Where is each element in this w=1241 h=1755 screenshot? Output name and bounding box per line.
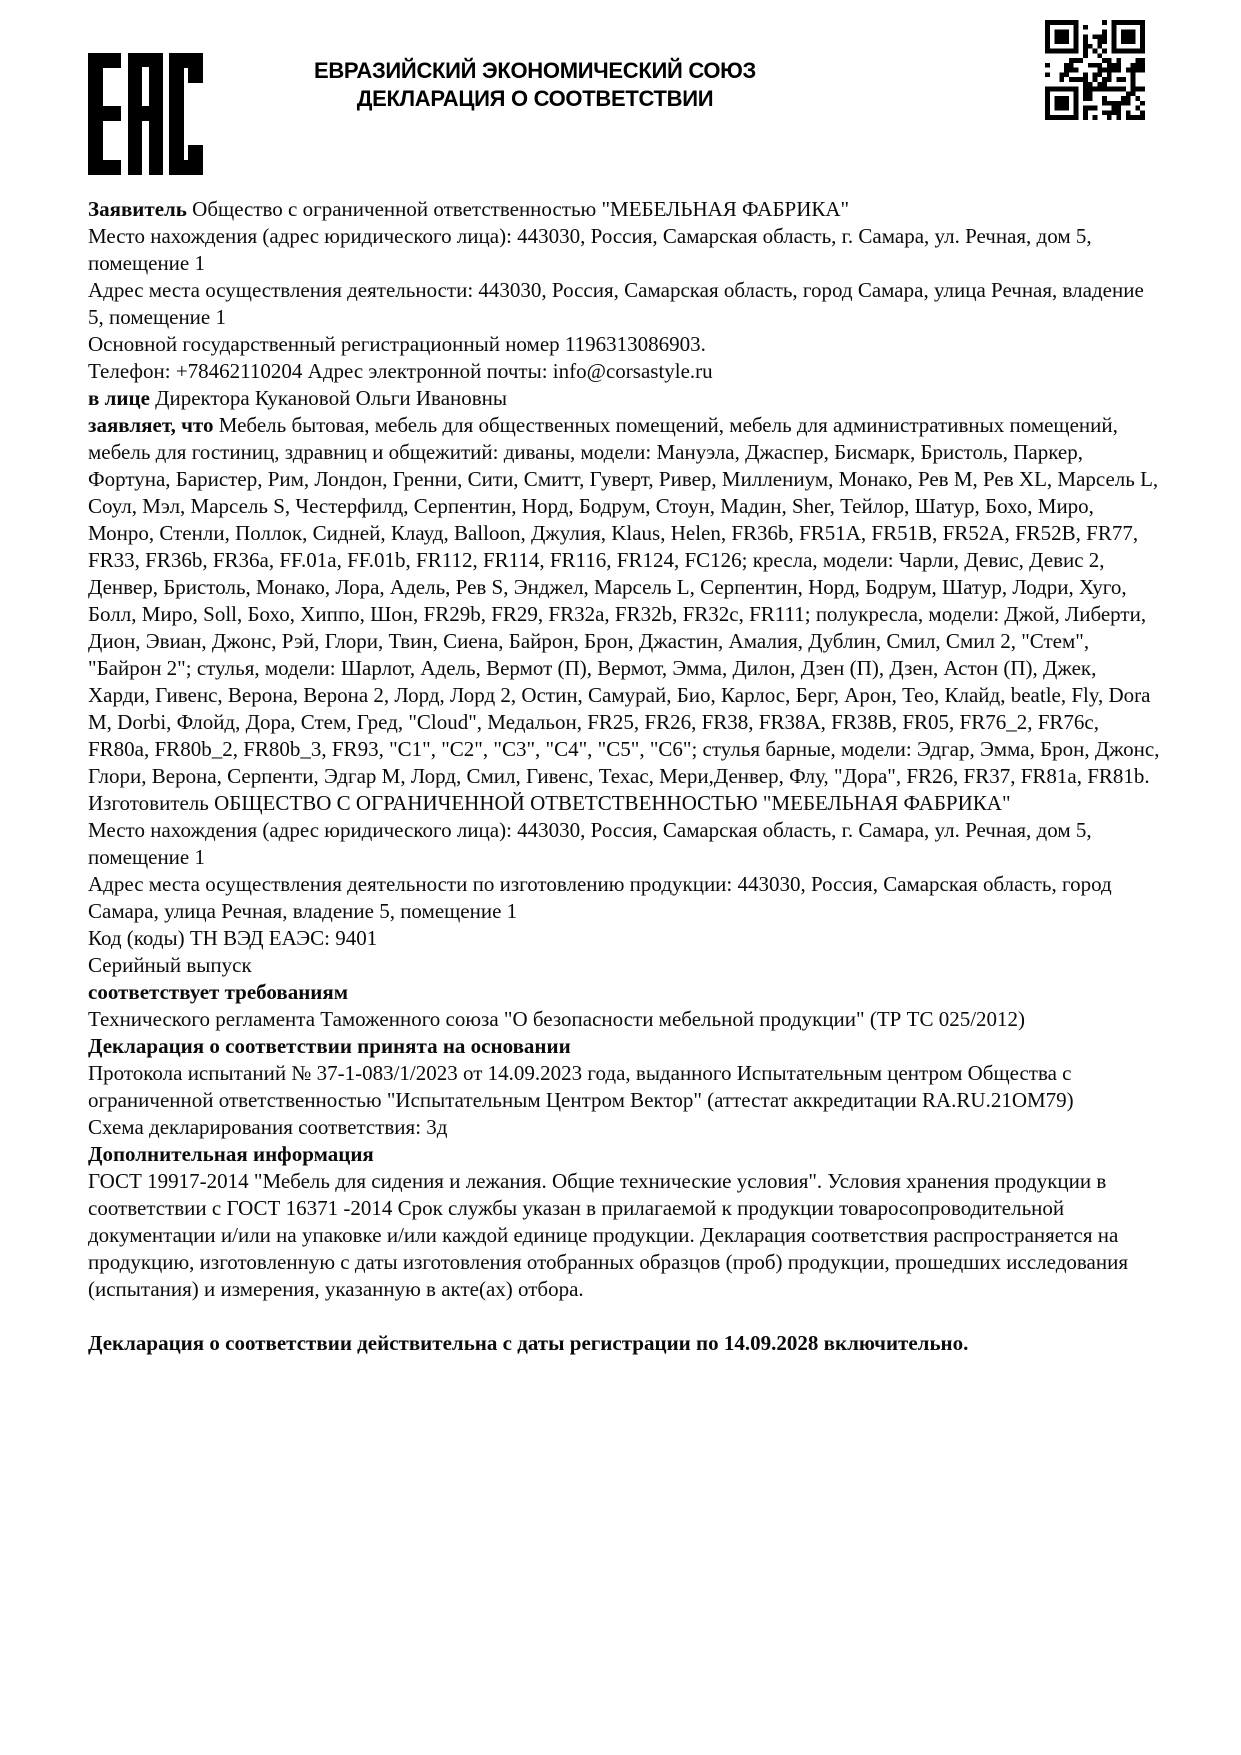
paragraph-lead: заявляет, что — [88, 413, 214, 437]
declaration-scheme — [88, 1114, 1160, 1141]
manufacturer-legal-address — [88, 817, 1160, 871]
paragraph-text: Серийный выпуск — [88, 953, 252, 977]
paragraph-text: Общество с ограниченной ответственностью "МЕБЕЛЬНАЯ ФАБРИКА" — [186, 197, 850, 221]
serial-production — [88, 952, 1160, 979]
additional-info-text — [88, 1168, 1160, 1303]
paragraph-text: Адрес места осуществления деятельности по изготовлению продукции: 443030, Россия, Самарская область, город Самара, улица Речная, владение 5, помещение 1 — [88, 872, 1112, 923]
paragraph-text: ГОСТ 19917-2014 "Мебель для сидения и лежания. Общие технические условия". Условия хранения продукции в соответствии с ГОСТ 16371 -2014 Срок службы указан в прилагаемой к продукции товаросопроводительной документации и/или на упаковке и/или каждой единице продукции. Декларация соответствия распространяется на продукцию, изготовленную с даты изготовления отобранных образцов (проб) продукции, прошедших исследования (испытания) и измерения, указанную в акте(ах) отбора. — [88, 1169, 1128, 1301]
test-protocol — [88, 1060, 1160, 1114]
paragraph-text: Место нахождения (адрес юридического лица): 443030, Россия, Самарская область, г. Самара, ул. Речная, дом 5, помещение 1 — [88, 818, 1092, 869]
meets-requirements-heading — [88, 979, 1160, 1006]
applicant-activity-address — [88, 277, 1160, 331]
basis-heading — [88, 1033, 1160, 1060]
document-title — [180, 57, 890, 113]
paragraph-lead: Дополнительная информация — [88, 1142, 374, 1166]
declaration-body — [88, 196, 1160, 1357]
tn-ved-code — [88, 925, 1160, 952]
contact-info — [88, 358, 1160, 385]
ogrn-number — [88, 331, 1160, 358]
product-declaration — [88, 412, 1160, 790]
manufacturer-paragraph — [88, 790, 1160, 817]
additional-info-heading — [88, 1141, 1160, 1168]
paragraph-text: Основной государственный регистрационный номер 1196313086903. — [88, 332, 706, 356]
paragraph-text: Директора Кукановой Ольги Ивановны — [149, 386, 508, 410]
paragraph-text: Технического регламента Таможенного союза "О безопасности мебельной продукции" (ТР ТС 025/2012) — [88, 1007, 1026, 1031]
applicant-legal-address — [88, 223, 1160, 277]
paragraph-lead: соответствует требованиям — [88, 980, 349, 1004]
paragraph-lead: Заявитель — [88, 197, 187, 221]
paragraph-text: Код (коды) ТН ВЭД ЕАЭС: 9401 — [88, 926, 378, 950]
representative — [88, 385, 1160, 412]
paragraph-text: Место нахождения (адрес юридического лица): 443030, Россия, Самарская область, г. Самара, ул. Речная, дом 5, помещение 1 — [88, 224, 1092, 275]
paragraph-text: Схема декларирования соответствия: 3д — [88, 1115, 448, 1139]
title-line-2: ДЕКЛАРАЦИЯ О СООТВЕТСТВИИ — [356, 86, 714, 111]
validity-statement: Декларация о соответствии действительна с даты регистрации по 14.09.2028 включительно. — [88, 1331, 969, 1355]
technical-regulation — [88, 1006, 1160, 1033]
paragraph-lead: Декларация о соответствии принята на основании — [88, 1034, 571, 1058]
qr-code-icon — [1043, 20, 1147, 120]
paragraph-text: Изготовитель ОБЩЕСТВО С ОГРАНИЧЕННОЙ ОТВЕТСТВЕННОСТЬЮ "МЕБЕЛЬНАЯ ФАБРИКА" — [88, 791, 1011, 815]
paragraph-text: Протокола испытаний № 37-1-083/1/2023 от 14.09.2023 года, выданного Испытательным центром Общества с ограниченной ответственностью "Испытательным Центром Вектор" (аттестат аккредитации RA.RU.21OM79) — [88, 1061, 1074, 1112]
manufacturer-activity-address — [88, 871, 1160, 925]
title-line-1: ЕВРАЗИЙСКИЙ ЭКОНОМИЧЕСКИЙ СОЮЗ — [313, 58, 757, 83]
paragraph-lead: в лице — [88, 386, 150, 410]
paragraph-text: Адрес места осуществления деятельности: 443030, Россия, Самарская область, город Самара, улица Речная, владение 5, помещение 1 — [88, 278, 1144, 329]
paragraph-text: Мебель бытовая, мебель для общественных помещений, мебель для административных помещений, мебель для гостиниц, здравниц и общежитий: диваны, модели: Мануэла, Джаспер, Бисмарк, Бристоль, Паркер, Фортуна, Баристер, Рим, Лондон, Гренни, Сити, Смитт, Гуверт, Ривер, Миллениум, Монако, Рев М, Рев XL, Марсель L, Соул, Мэл, Марсель S, Честерфилд, Серпентин, Норд, Бодрум, Стоун, Мадин, Sher, Тейлор, Шатур, Бохо, Миро, Монро, Стенли, Поллок, Сидней, Клауд, Balloon, Джулия, Klaus, Helen, FR36b, FR51A, FR51B, FR52A, FR52B, FR77, FR33, FR36b, FR36a, FF.01a, FF.01b, FR112, FR114, FR116, FR124, FC126; кресла, модели: Чарли, Девис, Девис 2, Денвер, Бристоль, Монако, Лора, Адель, Рев S, Энджел, Марсель L, Серпентин, Норд, Бодрум, Шатур, Лодри, Хуго, Болл, Миро, Soll, Бохо, Хиппо, Шон, FR29b, FR29, FR32a, FR32b, FR32c, FR111; полукресла, модели: Джой, Либерти, Дион, Эвиан, Джонс, Рэй, Глори, Твин, Сиена, Байрон, Брон, Джастин, Амалия, Дублин, Смил, Смил 2, "Стем", "Байрон 2"; стулья, модели: Шарлот, Адель, Вермот (П), Вермот, Эмма, Дилон, Дзен (П), Дзен, Астон (П), Джек, Харди, Гивенс, Верона, Верона 2, Лорд, Лорд 2, Остин, Самурай, Био, Карлос, Берг, Арон, Тео, Клайд, beatle, Fly, Dora M, Dorbi, Флойд, Дора, Стем, Гред, "Cloud", Медальон, FR25, FR26, FR38, FR38A, FR38B, FR05, FR76_2, FR76c, FR80a, FR80b_2, FR80b_3, FR93, "C1", "C2", "C3", "C4", "C5", "C6"; стулья барные, модели: Эдгар, Эмма, Брон, Джонс, Глори, Верона, Серпенти, Эдгар М, Лорд, Смил, Гивенс, Техас, Мери,Денвер, Флу, "Дора", FR26, FR37, FR81a, FR81b. — [88, 413, 1160, 788]
paragraph-text: Телефон: +78462110204 Адрес электронной почты: info@corsastyle.ru — [88, 359, 713, 383]
applicant-paragraph — [88, 196, 1160, 223]
